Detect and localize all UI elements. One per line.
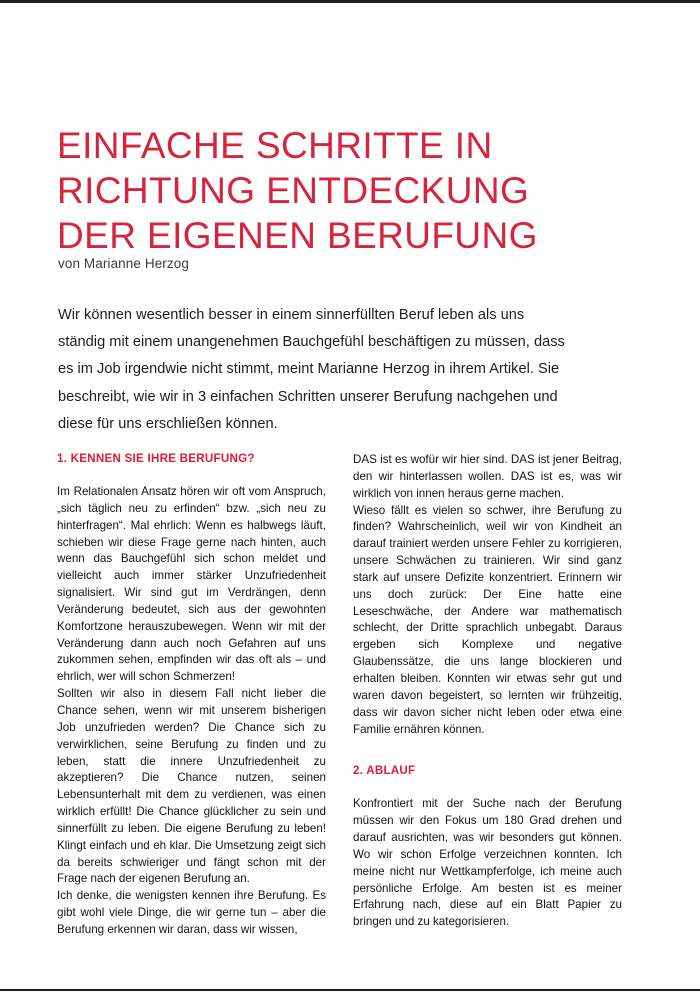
page-content (57, 0, 623, 1000)
section-heading-1: 1. KENNEN SIE IHRE BERUFUNG? (57, 452, 255, 465)
article-lead-paragraph: Wir können wesentlich besser in einem sinnerfüllten Beruf leben als uns ständig mit einem unangenehmen Bauchgefühl beschäftigen zu müssen, dass es im Job irgendwie nicht stimmt, meint Marianne Herzog in ihrem Artikel. Sie beschreibt, wie wir in 3 einfachen Schritten unserer Berufung nachgehen und diese für uns erschließen können. (58, 307, 565, 432)
article-byline: von Marianne Herzog (58, 256, 189, 271)
body-column-left (57, 452, 326, 939)
body-text-left: Im Relationalen Ansatz hören wir oft vom Anspruch, „sich täglich neu zu erfinden“ bzw. „sich neu zu hinterfragen“. Mal ehrlich: Wenn es halbwegs läuft, schieben wir diese Frage gerne nach hinten, auch wenn das Bauchgefühl sich schon meldet und vielleicht auch immer stärker Unzufriedenheit signalisiert. Wir sind gut im Verdrängen, denn Veränderung bedeutet, sich aus der gewohnten Komfortzone herauszubewegen. Wenn wir mit der Veränderung dann auch noch Gefahren auf uns zukommen sehen, empfinden wir das oft als – und ehrlich, wer will schon Schmerzen! Sollten wir also in diesem Fall nicht lieber die Chance sehen, wenn wir mit unserem bisherigen Job unzufrieden werden? Die Chance sich zu verwirklichen, seine Berufung zu finden und zu leben, statt die innere Unzufriedenheit zu akzeptieren? Die Chance nutzen, seinen Lebensunterhalt mit dem zu verdienen, was einen wirklich erfüllt! Die Chance glücklicher zu sein und sinnerfüllt zu leben. Die eigene Berufung zu leben! Klingt einfach und eh klar. Die Umsetzung zeigt sich da bereits schwieriger und fängt schon mit der Frage nach der eigenen Berufung an. Ich denke, die wenigsten kennen ihre Berufung. Es gibt wohl viele Dinge, die wir gerne tun – aber die Berufung erkennen wir daran, dass wir wissen, (57, 485, 326, 936)
page-title: EINFACHE SCHRITTE IN RICHTUNG ENTDECKUNG DER EIGENEN BERUFUNG (57, 124, 538, 256)
section-heading-2: 2. ABLAUF (353, 764, 416, 778)
two-column-body (57, 452, 623, 939)
body-column-right (353, 452, 622, 939)
column-spacer (353, 738, 622, 764)
body-text-right-1: DAS ist es wofür wir hier sind. DAS ist jener Beitrag, den wir hinterlassen wollen. DAS ist es, was wir wirklich von innen heraus gerne machen. Wieso fällt es vielen so schwer, ihre Berufung zu finden? Wahrscheinlich, weil wir von Kindheit an darauf trainiert werden unsere Fehler zu korrigieren, unsere Schwächen zu trainieren. Wir sind ganz stark auf unsere Defizite konzentriert. Erinnern wir uns doch zurück: Der Eine hatte eine Leseschwäche, der Andere war mathematisch schlecht, der Dritte sprachlich unbegabt. Daraus ergeben sich Komplexe und negative Glaubenssätze, die uns lange blockieren und erhalten bleiben. Konnten wir etwas sehr gut und waren davon begeistert, so lernten wir frühzeitig, dass wir davon sicher nicht leben oder etwa eine Familie ernähren können. (353, 453, 622, 736)
body-text-right-2: Konfrontiert mit der Suche nach der Berufung müssen wir den Fokus um 180 Grad drehen und darauf ausrichten, was wir besonders gut können. Wo wir schon Erfolge verzeichnen konnten. Ich meine nicht nur Wettkampferfolge, ich meine auch persönliche Erfolge. Am besten ist es meiner Erfahrung nach, diese auf ein Blatt Papier zu bringen und zu kategorisieren. (353, 797, 622, 929)
